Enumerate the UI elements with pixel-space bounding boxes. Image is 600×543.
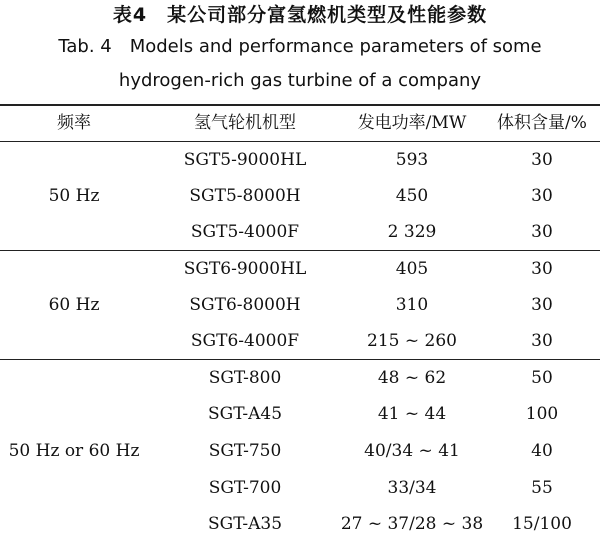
header-power: 发电功率/MW bbox=[357, 113, 467, 133]
model-cell: SGT5-9000HL bbox=[183, 150, 307, 170]
table-top-rule bbox=[0, 104, 600, 106]
model-cell: SGT-A45 bbox=[207, 404, 283, 424]
volume-cell: 30 bbox=[531, 331, 553, 351]
power-cell: 27 ~ 37/28 ~ 38 bbox=[340, 514, 484, 534]
power-cell: 450 bbox=[395, 186, 429, 206]
model-cell: SGT5-4000F bbox=[190, 222, 300, 242]
power-cell: 2 329 bbox=[387, 222, 437, 242]
model-cell: SGT-750 bbox=[208, 441, 282, 461]
volume-cell: 55 bbox=[531, 478, 553, 498]
volume-cell: 15/100 bbox=[512, 514, 572, 534]
volume-cell: 30 bbox=[531, 222, 553, 242]
model-cell: SGT6-4000F bbox=[190, 331, 300, 351]
volume-cell: 30 bbox=[531, 150, 553, 170]
header-volume: 体积含量/% bbox=[497, 113, 587, 133]
model-cell: SGT5-8000H bbox=[189, 186, 301, 206]
header-rule bbox=[0, 141, 600, 142]
volume-cell: 40 bbox=[531, 441, 553, 461]
group-divider bbox=[0, 359, 600, 360]
model-cell: SGT-700 bbox=[208, 478, 282, 498]
power-cell: 40/34 ~ 41 bbox=[364, 441, 460, 461]
power-cell: 215 ~ 260 bbox=[367, 331, 457, 351]
power-cell: 405 bbox=[395, 259, 429, 279]
power-cell: 33/34 bbox=[387, 478, 437, 498]
volume-cell: 50 bbox=[531, 368, 553, 388]
model-cell: SGT-A35 bbox=[207, 514, 283, 534]
group-frequency-60hz: 60 Hz bbox=[48, 295, 100, 315]
power-cell: 593 bbox=[395, 150, 429, 170]
power-cell: 48 ~ 62 bbox=[377, 368, 447, 388]
caption-english-line-1: Tab. 4 Models and performance parameters of some bbox=[58, 36, 542, 57]
header-frequency: 频率 bbox=[57, 113, 91, 133]
power-cell: 310 bbox=[395, 295, 429, 315]
volume-cell: 30 bbox=[531, 259, 553, 279]
model-cell: SGT6-9000HL bbox=[183, 259, 307, 279]
volume-cell: 100 bbox=[525, 404, 559, 424]
volume-cell: 30 bbox=[531, 295, 553, 315]
model-cell: SGT6-8000H bbox=[189, 295, 301, 315]
group-divider bbox=[0, 250, 600, 251]
caption-english-line-2: hydrogen-rich gas turbine of a company bbox=[118, 70, 482, 91]
group-frequency-50hz: 50 Hz bbox=[48, 186, 100, 206]
group-frequency-50-or-60hz: 50 Hz or 60 Hz bbox=[8, 441, 140, 461]
power-cell: 41 ~ 44 bbox=[377, 404, 447, 424]
model-cell: SGT-800 bbox=[208, 368, 282, 388]
header-model: 氢气轮机机型 bbox=[194, 113, 296, 133]
volume-cell: 30 bbox=[531, 186, 553, 206]
caption-chinese: 表4 某公司部分富氢燃机类型及性能参数 bbox=[112, 4, 488, 26]
